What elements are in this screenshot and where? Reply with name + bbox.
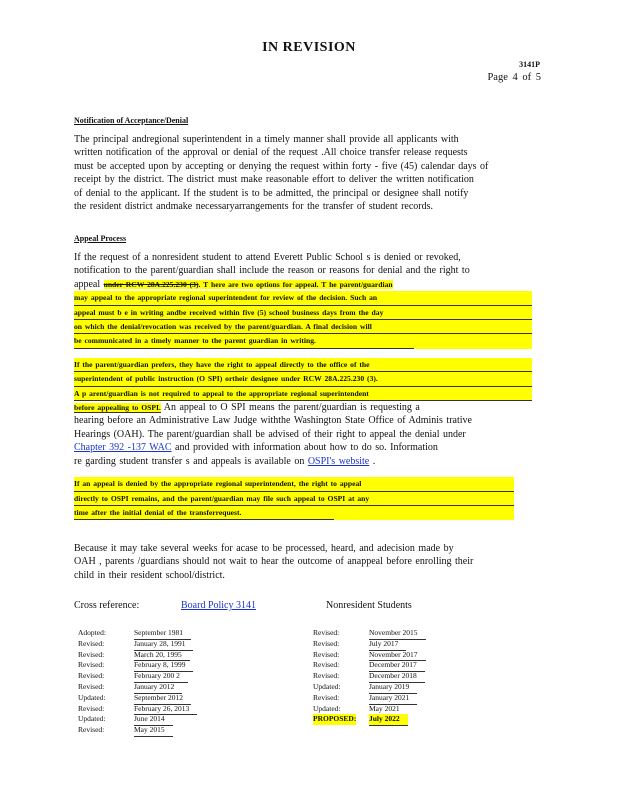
highlighted-line: A p arent/guardian is not required to appeal to the appropriate regional superintendent [74,387,532,401]
paragraph-line: Because it may take several weeks for acase to be processed, heard, and adecision made by [74,543,454,554]
revision-date: July 2017 [369,639,406,651]
revision-date: May 2015 [134,725,173,737]
revision-row [313,650,493,661]
revision-date: September 2012 [134,693,191,705]
revision-label: Revised: [78,638,105,648]
revision-date: February 200 2 [134,671,188,683]
revision-label: Revised: [313,660,340,670]
revision-row [313,628,493,639]
paragraph-line: written notification of the approval or denial of the request .All choice transfer release requests [74,147,468,159]
revision-row [313,693,493,704]
paragraph-line: Hearings (OAH). The parent/guardian shall be advised of their right to appeal the denial under [74,428,466,440]
revision-date: May 2021 [369,704,408,716]
revision-date: February 8, 1999 [134,660,193,672]
highlighted-line: superintendent of public instruction (O SPI) ortheir designee under RCW 28A.225.230 (3). [74,372,532,386]
revision-label: Adopted: [78,628,106,637]
ospi-appeal-block [74,358,532,401]
appeal-osp-text: An appeal to O SPI means the parent/guardian is requesting a [160,402,420,414]
appeal-word: appeal [74,278,104,290]
revision-label: Updated: [78,714,106,724]
paragraph-line: If the request of a nonresident student to attend Everett Public School s is denied or revoked, [74,252,461,263]
revision-label: Revised: [313,692,340,702]
highlighted-line: on which the denial/revocation was received by the parent/guardian. A final decision will [74,320,532,334]
revision-date: November 2015 [369,628,426,640]
revision-date: July 2022 [369,714,408,726]
highlighted-line: time after the initial denial of the transferrequest. [74,506,334,520]
appeal-heading: Appeal Process [74,234,127,243]
revision-row [78,628,258,639]
regarding-end: . [369,455,376,467]
revision-label: Revised: [313,628,340,637]
revision-label: Revised: [313,671,340,681]
revision-date: January 2021 [369,693,417,705]
revision-row [78,639,258,650]
revision-row [313,704,493,715]
revision-date: December 2018 [369,671,425,683]
paragraph-line: receipt by the district. The district must make reasonable effort to deliver the written notification [74,174,474,186]
document-status-title: IN REVISION [262,40,356,55]
paragraph-line: hearing before an Administrative Law Judge withthe Washington State Office of Adminis trative [74,415,472,427]
revision-label: Revised: [78,681,105,691]
policy-code: 3141P [519,60,540,69]
regional-appeal-block [74,291,532,349]
revision-row [313,671,493,682]
revision-row [313,639,493,650]
notification-heading: Notification of Acceptance/Denial [74,116,189,125]
revision-date: June 2014 [134,714,173,726]
highlighted-line: may appeal to the appropriate regional superintendent for review of the decision. Such an [74,291,532,305]
wac-chapter-link[interactable]: Chapter 392 -137 WAC [74,442,172,454]
highlighted-line: directly to OSPI remains, and the parent/guardian may file such appeal to OSPI at any [74,492,514,506]
revision-date: March 20, 1995 [134,650,190,662]
cross-reference-label: Cross reference: [74,600,140,611]
notification-paragraph [74,133,532,213]
revision-label: Revised: [78,725,105,735]
paragraph-line: of denial to the applicant. If the student is to be admitted, the principal or designee shall notify [74,187,469,199]
denied-appeal-block [74,477,514,520]
revision-label: Revised: [78,703,105,713]
highlighted-line: If an appeal is denied by the appropriate regional superintendent, the right to appeal [74,477,514,491]
highlighted-line: appeal must b e in writing andbe received within five (5) school business days from the day [74,306,532,320]
revision-row [78,682,258,693]
appeal-option-line [74,278,532,291]
revision-row [78,650,258,661]
revision-label: Updated: [313,703,341,713]
paragraph-line: The principal andregional superintendent in a timely manner shall provide all applicants with [74,134,459,145]
revision-date: January 2012 [134,682,182,694]
appeal-osp-line [74,401,532,414]
revision-date: February 26, 2013 [134,704,197,716]
revision-date: September 1981 [134,628,191,640]
revision-row [313,682,493,693]
revision-row [78,671,258,682]
appeal-paragraph [74,251,532,520]
because-paragraph [74,542,532,582]
revision-row [313,660,493,671]
revision-label: Updated: [78,692,106,702]
revision-label: PROPOSED: [313,714,357,724]
revision-row [78,704,258,715]
revision-row [78,660,258,671]
paragraph-line: child in their resident school/district. [74,569,225,581]
paragraph-line: must be accepted upon by accepting or denying the request within forty - five (45) calendar days of [74,160,489,172]
highlighted-line: If the parent/guardian prefers, they have the right to appeal directly to the office of the [74,358,532,372]
revision-label: Revised: [313,649,340,659]
revision-label: Revised: [78,649,105,659]
revision-label: Revised: [313,638,340,648]
revision-history-right [313,628,493,725]
options-intro: . T here are two options for appeal. T he parent/guardian [198,279,393,289]
board-policy-link[interactable]: Board Policy 3141 [181,600,256,611]
regarding-text: re garding student transfer s and appeals is available on [74,455,308,467]
revision-date: November 2017 [369,650,426,662]
revision-row [78,725,258,736]
revision-label: Updated: [313,681,341,691]
wac-tail-text: and provided with information about how to do so. Information [171,442,438,454]
ospi-website-link[interactable]: OSPI's website [307,455,370,467]
revision-row [313,714,493,725]
paragraph-line: OAH , parents /guardians should not wait to hear the outcome of anappeal before enrolling their [74,556,474,568]
revision-row [78,714,258,725]
page-number: Page 4 of 5 [487,72,541,83]
wac-line [74,441,532,454]
paragraph-line: notification to the parent/guardian shall include the reason or reasons for denial and the right to [74,265,470,277]
revision-date: December 2017 [369,660,425,672]
policy-name: Nonresident Students [326,600,412,611]
highlighted-fragment: before appealing to OSPI. [74,403,161,413]
ospi-website-line [74,455,532,468]
revision-date: January 28, 1991 [134,639,193,651]
paragraph-line: the resident district andmake necessaryarrangements for the transfer of student records. [74,201,434,213]
revision-date: January 2019 [369,682,417,694]
highlighted-line: be communicated in a timely manner to the parent guardian in writing. [74,334,414,348]
revision-history-left [78,628,258,736]
revision-row [78,693,258,704]
struck-rcw-reference: under RCW 28A.225.230 (3) [103,279,199,289]
revision-label: Revised: [78,660,105,670]
revision-label: Revised: [78,671,105,681]
